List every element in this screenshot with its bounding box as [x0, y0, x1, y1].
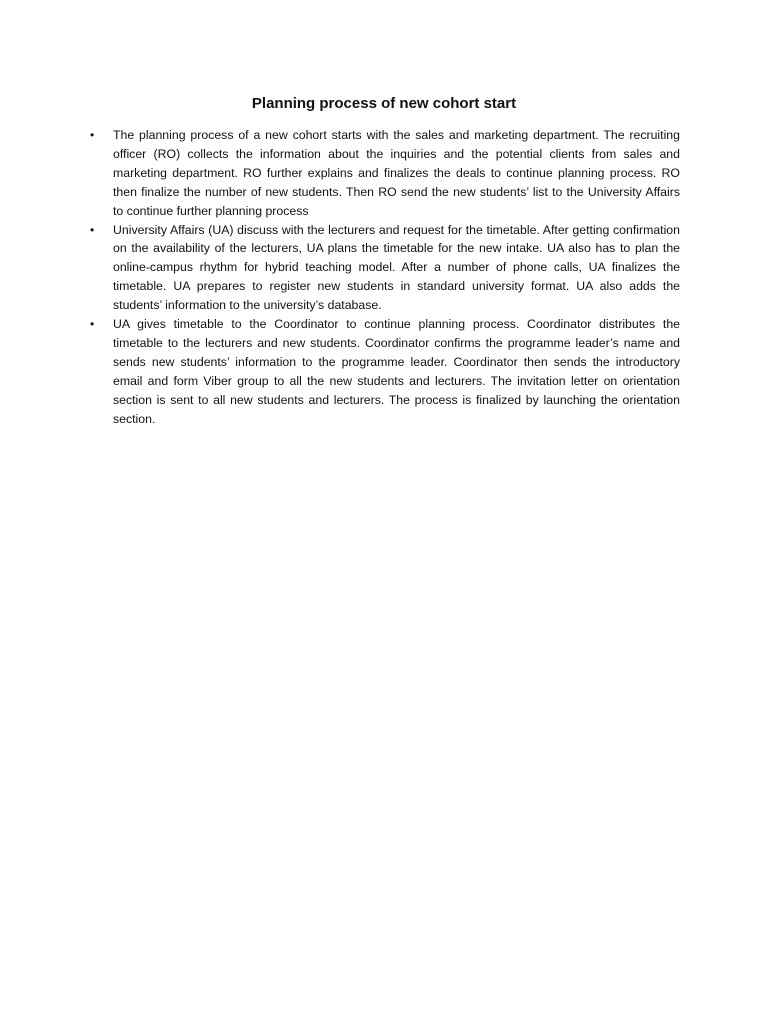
bullet-item-university-affairs	[0, 221, 768, 316]
document-title: Planning process of new cohort start	[251, 95, 517, 112]
bullet-text: UA gives timetable to the Coordinator to continue planning process. Coordinator distributes the timetable to the lecturers and new students. Coordinator confirms the programme leader’s name and sends new students’ information to the programme leader. Coordinator then sends the introductory email and form Viber group to all the new students and lecturers. The invitation letter on orientation section is sent to all new students and lecturers. The process is finalized by launching the orientation section.	[113, 317, 680, 426]
bullet-text: University Affairs (UA) discuss with the lecturers and request for the timetable. After getting confirmation on the availability of the lecturers, UA plans the timetable for the new intake. UA also has to plan the online-campus rhythm for hybrid teaching model. After a number of phone calls, UA finalizes the timetable. UA prepares to register new students in standard university format. UA also adds the students’ information to the university’s database.	[113, 222, 680, 313]
bullet-item-sales-marketing	[0, 126, 768, 221]
bullet-icon: •	[90, 317, 95, 332]
bullet-icon: •	[90, 222, 95, 237]
bullet-icon: •	[90, 128, 95, 142]
bullet-item-coordinator	[0, 315, 768, 428]
bullet-list	[0, 126, 768, 429]
bullet-text: The planning process of a new cohort starts with the sales and marketing department. The recruiting officer (RO) collects the information about the inquiries and the potential clients from sales and marketing department. RO further explains and finalizes the deals to continue planning process. RO then finalize the number of new students. Then RO send the new students’ list to the University Affairs to continue further planning process	[113, 128, 680, 218]
